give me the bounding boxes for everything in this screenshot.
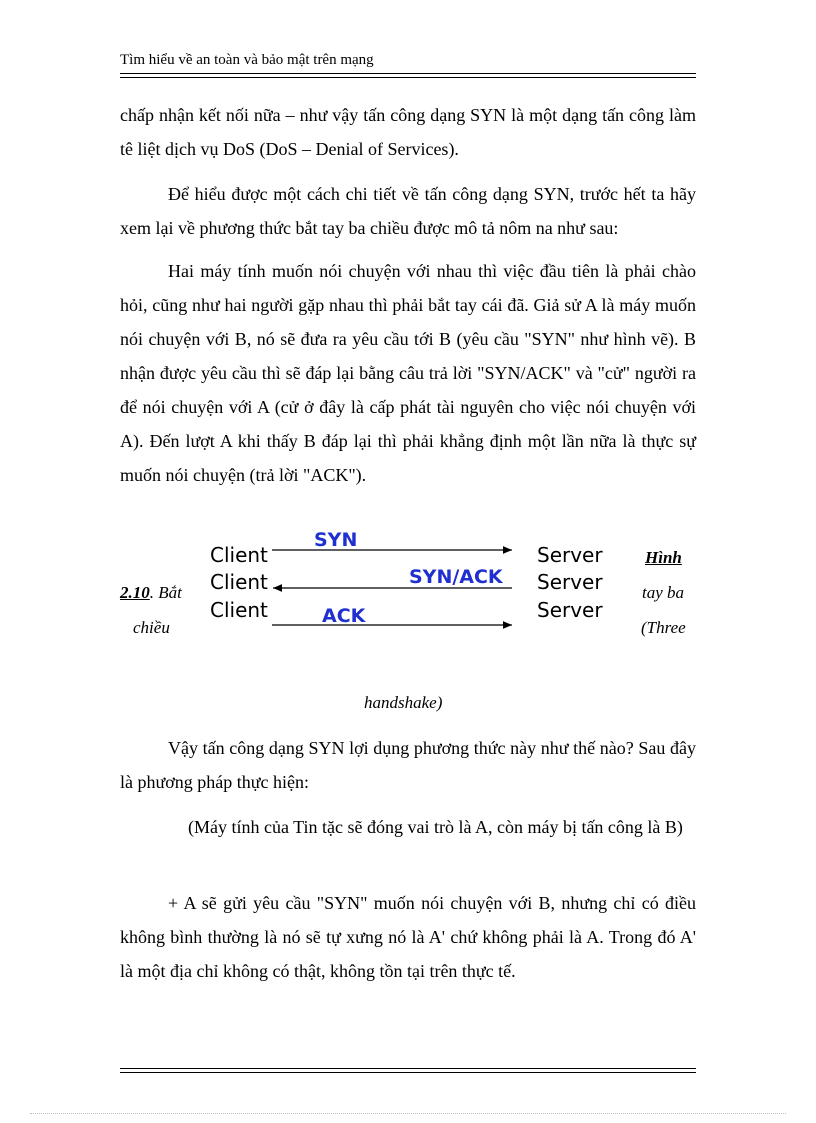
paragraph-syn-dos: chấp nhận kết nối nữa – như vậy tấn công dạng SYN là một dạng tấn công làm tê liệt dịch vụ DoS (DoS – Denial of Services). xyxy=(120,105,696,159)
paragraph-intro-handshake: Để hiểu được một cách chi tiết về tấn công dạng SYN, trước hết ta hãy xem lại về phương thức bắt tay ba chiều được mô tả nôm na như sau: xyxy=(120,184,696,238)
header-rule-bottom xyxy=(120,77,696,78)
figure-caption-number-line: 2.10. Bắt xyxy=(120,583,182,602)
client-label-1: Client xyxy=(210,543,268,567)
paragraph-syn-exploit: Vậy tấn công dạng SYN lợi dụng phương thức này như thế nào? Sau đây là phương pháp thực hiện: xyxy=(120,738,696,792)
footer-rule-top xyxy=(120,1068,696,1069)
figure-caption-bottom: handshake) xyxy=(364,693,443,712)
syn-message-label: SYN xyxy=(314,529,358,551)
server-label-2: Server xyxy=(537,570,603,594)
figure-caption-hinh: Hình xyxy=(645,548,682,567)
syn-ack-message-label: SYN/ACK xyxy=(409,566,503,588)
footer-rule-bottom xyxy=(120,1072,696,1073)
page-bottom-dotted-line xyxy=(30,1113,786,1114)
server-label-1: Server xyxy=(537,543,603,567)
server-label-3: Server xyxy=(537,598,603,622)
paragraph-handshake-description: Hai máy tính muốn nói chuyện với nhau thì việc đầu tiên là phải chào hỏi, cũng như hai người gặp nhau thì phải bắt tay cái đã. Giả sử A là máy muốn nói chuyện với B, nó sẽ đưa ra yêu cầu tới B (yêu cầu "SYN" như hình vẽ). B nhận được yêu cầu thì sẽ đáp lại bằng câu trả lời "SYN/ACK" và "cử" người ra để nói chuyện với A (cử ở đây là cấp phát tài nguyên cho việc nói chuyện với A). Đến lượt A khi thấy B đáp lại thì phải khẳng định một lần nữa là thực sự muốn nói chuyện (trả lời "ACK"). xyxy=(120,261,696,485)
client-label-2: Client xyxy=(210,570,268,594)
figure-caption-right-2: (Three xyxy=(641,618,686,637)
ack-message-label: ACK xyxy=(322,605,366,627)
figure-caption-right-1: tay ba xyxy=(642,583,685,602)
header-rule-top xyxy=(120,73,696,74)
paragraph-attacker-note: (Máy tính của Tin tặc sẽ đóng vai trò là A, còn máy bị tấn công là B) xyxy=(188,817,683,837)
paragraph-step-one: + A sẽ gửi yêu cầu "SYN" muốn nói chuyện với B, nhưng chỉ có điều không bình thường là nó sẽ tự xưng nó là A' chứ không phải là A. Trong đó A' là một địa chỉ không có thật, không tồn tại trên thực tế. xyxy=(120,893,696,981)
page-header-title: Tìm hiểu về an toàn và bảo mật trên mạng xyxy=(120,52,374,68)
client-label-3: Client xyxy=(210,598,268,622)
figure-caption-left-2: chiều xyxy=(133,618,170,637)
